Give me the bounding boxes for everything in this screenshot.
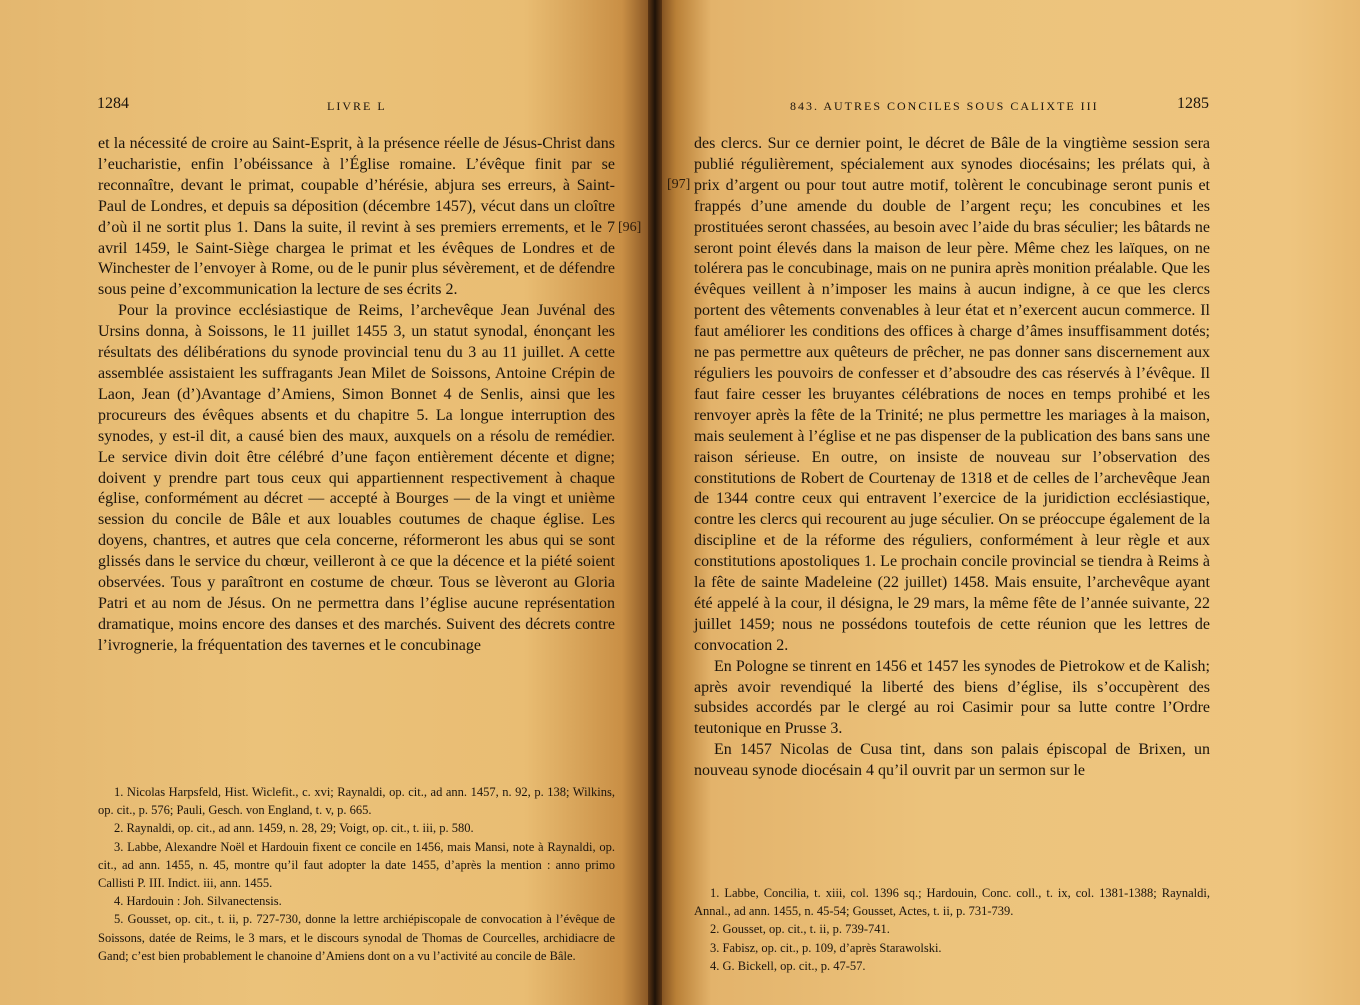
right-footnotes (694, 884, 1210, 975)
left-footnote-2: 2. Raynaldi, op. cit., ad ann. 1459, n. 28, 29; Voigt, op. cit., t. iii, p. 580. (114, 821, 474, 836)
left-margin-note: [96] (618, 220, 642, 235)
left-footnote-5: 5. Gousset, op. cit., t. ii, p. 727-730, donne la lettre archiépiscopale de convocation à l’évêque de Soissons, datée de Reims, le 3 mars, et le discours synodal de Thomas de Courcelles, archidiacre de Gand; c’est bien probablement le chanoine d’Amiens dont on a vu l’activité au concile de Bâle. (98, 912, 615, 963)
right-footnote-3: 3. Fabisz, op. cit., p. 109, d’après Starawolski. (710, 940, 942, 955)
left-page-number: 1284 (97, 95, 129, 112)
right-paragraph-1: des clercs. Sur ce dernier point, le décret de Bâle de la vingtième session sera publié régulièrement, spécialement aux synodes diocésains; les prélats qui, à prix d’argent ou pour tout autre motif, tolèrent le concubinage seront punis et frappés d’une amende du double de l’argent reçu; les concubines et les prostituées seront chassées, au besoin avec l’aide du bras séculier; les bâtards ne seront point élevés dans la maison de leur père. Même chez les laïques, on ne tolérera pas le concubinage, mais on ne punira après monition préalable. Que les évêques veillent à n’imposer les mains à aucun indigne, à ce que les clercs portent des vêtements convenables à leur état et n’exercent aucun commerce. Il faut améliorer les conditions des offices à charge d’âmes insuffisamment dotés; ne pas permettre aux quêteurs de prêcher, ne pas donner sans discernement aux réguliers les pouvoirs de confesser et d’absoudre des cas réservés à l’évêque. Il faut faire cesser les bruyantes célébrations de noces en temps prohibé et les renvoyer après la fête de la Trinité; ne plus permettre les mariages à la maison, mais seulement à l’église et ne pas dispenser de la publication des bans sans une raison sérieuse. En outre, on insiste de nouveau sur l’observation des constitutions de Robert de Courtenay de 1318 et de celles de l’archevêque Jean de 1344 contre ceux qui entravent l’exercice de la juridiction ecclésiastique, contre les clercs qui recourent au juge séculier. On se préoccupe également de la discipline et de la réforme des réguliers, conformément à leur règle et aux constitutions apostoliques 1. Le prochain concile provincial se tiendra à Reims à la fête de sainte Madeleine (22 juillet) 1458. Mais ensuite, l’archevêque ayant été appelé à la cour, il désigna, le 29 mars, la même fête de l’année suivante, 22 juillet 1459; nous ne possédons toutefois de cette réunion que les lettres de convocation 2. (694, 135, 1210, 654)
right-footnote-4: 4. G. Bickell, op. cit., p. 47-57. (710, 958, 866, 973)
right-body-text (694, 134, 1210, 782)
left-body-text (98, 134, 615, 657)
right-page-number: 1285 (1177, 95, 1209, 112)
left-footnote-4: 4. Hardouin : Joh. Silvanectensis. (114, 894, 282, 909)
right-footnote-2: 2. Gousset, op. cit., t. ii, p. 739-741. (710, 922, 890, 937)
left-page (0, 0, 655, 1005)
right-page (655, 0, 1360, 1005)
left-footnotes (98, 783, 615, 965)
right-paragraph-3: En 1457 Nicolas de Cusa tint, dans son palais épiscopal de Brixen, un nouveau synode diocésain 4 qu’il ouvrit par un sermon sur le (694, 741, 1210, 780)
left-paragraph-2: Pour la province ecclésiastique de Reims, l’archevêque Jean Juvénal des Ursins donna, à Soissons, le 11 juillet 1455 3, un statut synodal, énonçant les résultats des délibérations du synode provincial tenu du 3 au 11 juillet. A cette assemblée assistaient les suffragants Jean Milet de Soissons, Antoine Crépin de Laon, Jean (d’)Avantage d’Amiens, Simon Bonnet 4 de Senlis, ainsi que les procureurs des évêques absents et du chapitre 5. La longue interruption des synodes, y est-il dit, a causé bien des maux, auxquels on a résolu de remédier. Le service divin doit être célébré d’une façon entièrement décente et digne; doivent y prendre part tous ceux qui appartiennent respectivement à chaque église, conformément au décret — accepté à Bourges — de la vingt et unième session du concile de Bâle et aux louables coutumes de chaque église. Les doyens, chantres, et autres que cela concerne, réformeront les abus qui se sont glissés dans le service du chœur, veilleront à ce que la décence et la piété soient observées. Tous y paraîtront en costume de chœur. Tous se lèveront au Gloria Patri et au nom de Jésus. On ne permettra dans l’église aucune représentation dramatique, moins encore des danses et des marchés. Suivent des décrets contre l’ivrognerie, la fréquentation des tavernes et le concubinage (98, 302, 615, 654)
right-footnote-1: 1. Labbe, Concilia, t. xiii, col. 1396 sq.; Hardouin, Conc. coll., t. ix, col. 1381-1388; Raynaldi, Annal., ad ann. 1455, n. 45-54; Gousset, Actes, t. ii, p. 731-739. (694, 886, 1210, 919)
left-paragraph-1: et la nécessité de croire au Saint-Esprit, à la présence réelle de Jésus-Christ dans l’eucharistie, enfin l’obéissance à l’Église romaine. L’évêque finit par se reconnaître, devant le primat, coupable d’hérésie, abjura ses erreurs, à Saint-Paul de Londres, et depuis sa déposition (décembre 1457), vécut dans un cloître d’où il ne sortit plus 1. Dans la suite, il revint à ses premiers errements, et le 7 avril 1459, le Saint-Siège chargea le primat et les évêques de Londres et de Winchester de l’envoyer à Rome, ou de le punir plus sévèrement, et de défendre sous peine d’excommunication la lecture de ses écrits 2. (98, 135, 615, 299)
right-paragraph-2: En Pologne se tinrent en 1456 et 1457 les synodes de Pietrokow et de Kalish; après avoir revendiqué la liberté des biens d’église, ils s’occupèrent des subsides accordés par le clergé au roi Casimir pour sa lutte contre l’Ordre teutonique en Prusse 3. (694, 657, 1210, 738)
book-gutter (648, 0, 662, 1005)
left-footnote-1: 1. Nicolas Harpsfeld, Hist. Wiclefit., c. xvi; Raynaldi, op. cit., ad ann. 1457, n. 92, p. 138; Wilkins, op. cit., p. 576; Pauli, Gesch. von England, t. v, p. 665. (98, 785, 615, 818)
left-running-head: LIVRE L (327, 99, 387, 113)
left-footnote-3: 3. Labbe, Alexandre Noël et Hardouin fixent ce concile en 1456, mais Mansi, note à Raynaldi, op. cit., ad ann. 1455, n. 45, montre qu’il faut adopter la date 1455, d’après la mention : anno primo Callisti P. III. Indict. iii, ann. 1455. (98, 839, 615, 891)
right-running-head: 843. AUTRES CONCILES SOUS CALIXTE III (790, 99, 1099, 113)
right-margin-note: [97] (667, 177, 691, 192)
